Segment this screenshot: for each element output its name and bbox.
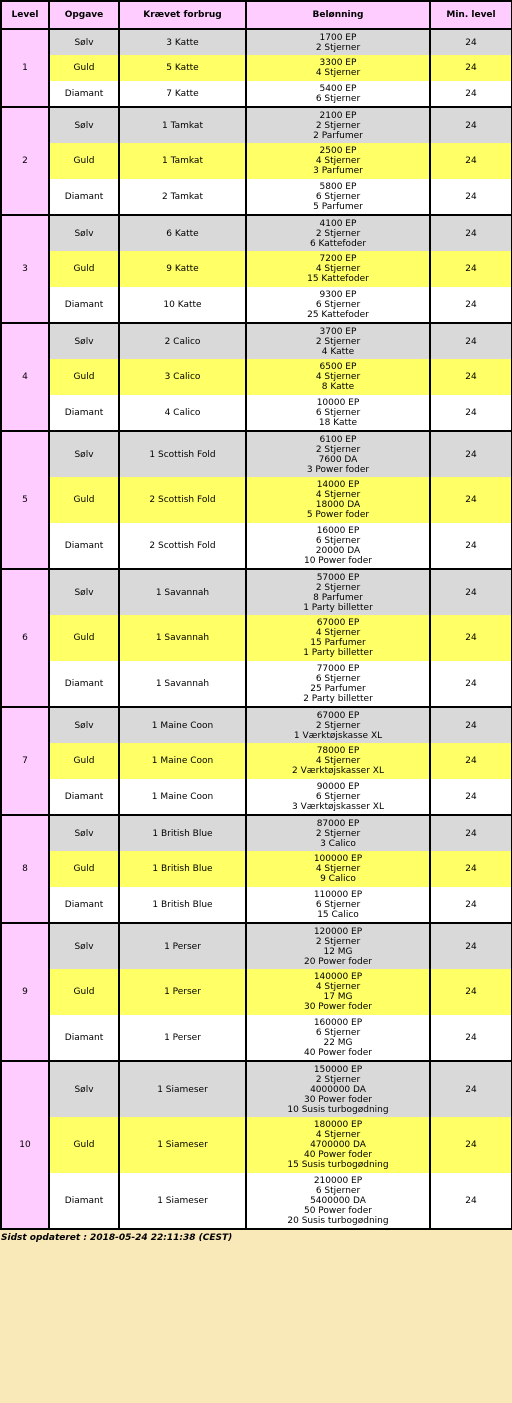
- reward-cell: [246, 523, 430, 569]
- reward-line: 2 Værktøjskasser XL: [292, 766, 384, 776]
- requirement-cell: 6 Katte: [119, 215, 246, 251]
- requirement-cell: 2 Scottish Fold: [119, 477, 246, 523]
- reward-cell: [246, 707, 430, 743]
- task-cell: Diamant: [49, 523, 119, 569]
- reward-line: 40 Power foder: [303, 1047, 372, 1058]
- table-row: [1, 569, 512, 615]
- min-level-cell: 24: [430, 251, 512, 287]
- requirement-cell: 1 British Blue: [119, 851, 246, 887]
- level-cell: 1: [1, 29, 49, 107]
- reward-cell: [246, 615, 430, 661]
- requirement-cell: 1 Siameser: [119, 1173, 246, 1229]
- min-level-cell: 24: [430, 179, 512, 215]
- reward-line: 25 Parfumer: [310, 683, 366, 694]
- reward-line: 5 Parfumer: [313, 201, 363, 212]
- task-cell: Diamant: [49, 661, 119, 707]
- reward-line: 67000 EP: [316, 710, 360, 721]
- requirement-cell: 1 Siameser: [119, 1061, 246, 1117]
- reward-line: 15 Kattefoder: [307, 274, 369, 284]
- reward-cell: [246, 887, 430, 923]
- min-level-cell: 24: [430, 1117, 512, 1173]
- requirement-cell: 1 Savannah: [119, 615, 246, 661]
- reward-line: 3 Værktøjskasser XL: [292, 801, 384, 812]
- reward-cell: [246, 215, 430, 251]
- reward-line: 4 Stjerner: [315, 756, 361, 766]
- min-level-cell: 24: [430, 743, 512, 779]
- reward-line: 4 Stjerner: [315, 372, 361, 382]
- reward-line: 5 Power foder: [306, 510, 370, 520]
- reward-line: 22 MG: [323, 1037, 353, 1048]
- reward-line: 15 Susis turbogødning: [287, 1160, 389, 1170]
- task-cell: Sølv: [49, 1061, 119, 1117]
- reward-line: 110000 EP: [313, 889, 363, 900]
- requirement-cell: 1 Scottish Fold: [119, 431, 246, 477]
- header-task: Opgave: [49, 1, 119, 29]
- table-row: [1, 143, 512, 179]
- reward-line: 20 Susis turbogødning: [287, 1215, 389, 1226]
- reward-line: 4100 EP: [319, 218, 357, 229]
- reward-line: 4 Stjerner: [315, 1130, 361, 1140]
- min-level-cell: 24: [430, 359, 512, 395]
- reward-line: 6 Stjerner: [315, 791, 361, 802]
- min-level-cell: 24: [430, 923, 512, 969]
- reward-line: 6 Stjerner: [315, 299, 361, 310]
- reward-line: 1700 EP: [319, 32, 357, 43]
- header-min-level: Min. level: [430, 1, 512, 29]
- reward-cell: [246, 1173, 430, 1229]
- reward-line: 6 Stjerner: [315, 191, 361, 202]
- min-level-cell: 24: [430, 107, 512, 143]
- reward-line: 18000 DA: [315, 500, 361, 510]
- reward-line: 40 Power foder: [303, 1150, 372, 1160]
- table-row: [1, 743, 512, 779]
- requirement-cell: 3 Calico: [119, 359, 246, 395]
- reward-line: 3300 EP: [319, 58, 357, 68]
- table-row: [1, 359, 512, 395]
- task-cell: Diamant: [49, 287, 119, 323]
- task-cell: Diamant: [49, 1173, 119, 1229]
- reward-line: 15 Calico: [317, 909, 359, 920]
- reward-line: 5400 EP: [319, 83, 357, 94]
- reward-line: 5800 EP: [319, 181, 357, 192]
- reward-line: 10 Susis turbogødning: [287, 1104, 389, 1115]
- reward-line: 1 Værktøjskasse XL: [293, 730, 383, 741]
- requirement-cell: 1 Tamkat: [119, 143, 246, 179]
- reward-line: 14000 EP: [316, 480, 360, 490]
- min-level-cell: 24: [430, 615, 512, 661]
- header-requirement: Krævet forbrug: [119, 1, 246, 29]
- task-cell: Guld: [49, 359, 119, 395]
- reward-cell: [246, 851, 430, 887]
- min-level-cell: 24: [430, 815, 512, 851]
- reward-line: 2 Stjerner: [315, 936, 361, 947]
- reward-line: 6 Stjerner: [315, 535, 361, 546]
- min-level-cell: 24: [430, 477, 512, 523]
- level-cell: 5: [1, 431, 49, 569]
- level-cell: 9: [1, 923, 49, 1061]
- table-row: [1, 29, 512, 55]
- task-cell: Diamant: [49, 395, 119, 431]
- requirement-cell: 2 Tamkat: [119, 179, 246, 215]
- min-level-cell: 24: [430, 81, 512, 107]
- requirement-cell: 2 Calico: [119, 323, 246, 359]
- reward-cell: [246, 779, 430, 815]
- min-level-cell: 24: [430, 1015, 512, 1061]
- table-row: [1, 1061, 512, 1117]
- reward-cell: [246, 477, 430, 523]
- reward-line: 6 Stjerner: [315, 1027, 361, 1038]
- table-row: [1, 215, 512, 251]
- reward-line: 2 Stjerner: [315, 720, 361, 731]
- table-row: [1, 779, 512, 815]
- reward-line: 6 Stjerner: [315, 899, 361, 910]
- reward-line: 18 Katte: [318, 417, 358, 428]
- reward-line: 6500 EP: [319, 362, 357, 372]
- reward-cell: [246, 359, 430, 395]
- task-cell: Diamant: [49, 779, 119, 815]
- reward-line: 3 Power foder: [306, 464, 370, 475]
- reward-line: 140000 EP: [313, 972, 363, 982]
- header-reward: Belønning: [246, 1, 430, 29]
- reward-line: 2 Party billetter: [303, 693, 373, 704]
- min-level-cell: 24: [430, 1061, 512, 1117]
- table-row: [1, 477, 512, 523]
- reward-line: 4 Stjerner: [315, 864, 361, 874]
- reward-line: 2 Stjerner: [315, 828, 361, 839]
- reward-line: 6 Kattefoder: [309, 238, 367, 249]
- reward-line: 4 Stjerner: [315, 156, 361, 166]
- requirement-cell: 1 Perser: [119, 923, 246, 969]
- min-level-cell: 24: [430, 661, 512, 707]
- table-row: [1, 251, 512, 287]
- reward-line: 20000 DA: [315, 545, 361, 556]
- reward-line: 6 Stjerner: [315, 407, 361, 418]
- reward-line: 2 Stjerner: [315, 228, 361, 239]
- table-row: [1, 969, 512, 1015]
- reward-line: 100000 EP: [313, 854, 363, 864]
- requirement-cell: 1 Maine Coon: [119, 707, 246, 743]
- reward-line: 3 Calico: [320, 838, 356, 849]
- min-level-cell: 24: [430, 969, 512, 1015]
- table-row: [1, 1015, 512, 1061]
- reward-cell: [246, 1015, 430, 1061]
- task-cell: Sølv: [49, 107, 119, 143]
- min-level-cell: 24: [430, 779, 512, 815]
- reward-line: 3700 EP: [319, 326, 357, 337]
- table-row: [1, 923, 512, 969]
- reward-cell: [246, 815, 430, 851]
- requirement-cell: 1 Perser: [119, 1015, 246, 1061]
- reward-line: 50 Power foder: [303, 1205, 372, 1216]
- table-row: [1, 523, 512, 569]
- reward-line: 8 Katte: [321, 382, 355, 392]
- min-level-cell: 24: [430, 851, 512, 887]
- reward-line: 1 Party billetter: [303, 648, 373, 658]
- reward-line: 2 Stjerner: [315, 42, 361, 53]
- requirement-cell: 1 Tamkat: [119, 107, 246, 143]
- reward-cell: [246, 143, 430, 179]
- task-cell: Sølv: [49, 323, 119, 359]
- table-row: [1, 395, 512, 431]
- requirement-cell: 5 Katte: [119, 55, 246, 81]
- level-cell: 2: [1, 107, 49, 215]
- reward-cell: [246, 969, 430, 1015]
- reward-line: 2500 EP: [319, 146, 357, 156]
- task-cell: Sølv: [49, 569, 119, 615]
- reward-line: 1 Party billetter: [303, 602, 373, 613]
- reward-cell: [246, 323, 430, 359]
- task-cell: Diamant: [49, 81, 119, 107]
- reward-line: 87000 EP: [316, 818, 360, 829]
- requirement-cell: 1 Savannah: [119, 661, 246, 707]
- table-row: [1, 323, 512, 359]
- task-cell: Guld: [49, 615, 119, 661]
- min-level-cell: 24: [430, 143, 512, 179]
- reward-cell: [246, 1061, 430, 1117]
- reward-line: 4 Stjerner: [315, 264, 361, 274]
- reward-line: 20 Power foder: [303, 956, 372, 967]
- reward-line: 57000 EP: [316, 572, 360, 583]
- reward-line: 4 Stjerner: [315, 490, 361, 500]
- table-row: [1, 851, 512, 887]
- requirement-cell: 4 Calico: [119, 395, 246, 431]
- level-cell: 8: [1, 815, 49, 923]
- reward-line: 30 Power foder: [303, 1094, 372, 1105]
- reward-line: 4000000 DA: [310, 1084, 366, 1095]
- reward-line: 9 Calico: [320, 874, 356, 884]
- task-cell: Sølv: [49, 815, 119, 851]
- reward-line: 4 Stjerner: [315, 628, 361, 638]
- min-level-cell: 24: [430, 29, 512, 55]
- reward-line: 8 Parfumer: [313, 592, 363, 603]
- reward-line: 30 Power foder: [303, 1002, 372, 1012]
- min-level-cell: 24: [430, 323, 512, 359]
- reward-line: 2 Parfumer: [313, 130, 363, 141]
- table-body: [1, 29, 512, 1229]
- min-level-cell: 24: [430, 707, 512, 743]
- reward-cell: [246, 743, 430, 779]
- level-cell: 3: [1, 215, 49, 323]
- reward-line: 2 Stjerner: [315, 1074, 361, 1085]
- header-level: Level: [1, 1, 49, 29]
- reward-line: 150000 EP: [313, 1064, 363, 1075]
- reward-cell: [246, 569, 430, 615]
- table-row: [1, 107, 512, 143]
- table-row: [1, 81, 512, 107]
- reward-line: 4700000 DA: [310, 1140, 366, 1150]
- reward-line: 2 Stjerner: [315, 336, 361, 347]
- requirement-cell: 1 Perser: [119, 969, 246, 1015]
- reward-line: 3 Parfumer: [313, 166, 363, 176]
- reward-line: 4 Stjerner: [315, 982, 361, 992]
- requirement-cell: 1 British Blue: [119, 815, 246, 851]
- task-cell: Guld: [49, 251, 119, 287]
- reward-cell: [246, 107, 430, 143]
- min-level-cell: 24: [430, 287, 512, 323]
- reward-line: 120000 EP: [313, 926, 363, 937]
- task-cell: Sølv: [49, 923, 119, 969]
- table-row: [1, 287, 512, 323]
- reward-cell: [246, 287, 430, 323]
- task-cell: Guld: [49, 743, 119, 779]
- level-cell: 10: [1, 1061, 49, 1229]
- reward-line: 2 Stjerner: [315, 582, 361, 593]
- reward-cell: [246, 431, 430, 477]
- min-level-cell: 24: [430, 1173, 512, 1229]
- requirement-cell: 7 Katte: [119, 81, 246, 107]
- task-cell: Sølv: [49, 431, 119, 477]
- table-row: [1, 615, 512, 661]
- reward-line: 17 MG: [323, 992, 353, 1002]
- reward-line: 6 Stjerner: [315, 1185, 361, 1196]
- reward-line: 2100 EP: [319, 110, 357, 121]
- reward-cell: [246, 395, 430, 431]
- requirement-cell: 1 Maine Coon: [119, 743, 246, 779]
- task-cell: Diamant: [49, 1015, 119, 1061]
- task-cell: Guld: [49, 851, 119, 887]
- requirement-cell: 1 British Blue: [119, 887, 246, 923]
- min-level-cell: 24: [430, 55, 512, 81]
- requirement-cell: 1 Siameser: [119, 1117, 246, 1173]
- reward-cell: [246, 29, 430, 55]
- table-row: [1, 707, 512, 743]
- reward-line: 10000 EP: [316, 397, 360, 408]
- reward-cell: [246, 251, 430, 287]
- reward-line: 2 Stjerner: [315, 120, 361, 131]
- reward-cell: [246, 81, 430, 107]
- reward-line: 7200 EP: [319, 254, 357, 264]
- reward-line: 180000 EP: [313, 1120, 363, 1130]
- reward-line: 4 Katte: [321, 346, 355, 357]
- table-row: [1, 887, 512, 923]
- reward-cell: [246, 55, 430, 81]
- reward-line: 2 Stjerner: [315, 444, 361, 455]
- reward-line: 12 MG: [323, 946, 353, 957]
- task-cell: Guld: [49, 55, 119, 81]
- requirement-cell: 9 Katte: [119, 251, 246, 287]
- table-row: [1, 55, 512, 81]
- table-row: [1, 815, 512, 851]
- requirement-cell: 10 Katte: [119, 287, 246, 323]
- table-header-row: [1, 1, 512, 29]
- level-cell: 6: [1, 569, 49, 707]
- min-level-cell: 24: [430, 431, 512, 477]
- task-cell: Diamant: [49, 179, 119, 215]
- task-cell: Sølv: [49, 215, 119, 251]
- reward-cell: [246, 179, 430, 215]
- reward-line: 4 Stjerner: [315, 68, 361, 78]
- reward-line: 6 Stjerner: [315, 673, 361, 684]
- requirement-cell: 2 Scottish Fold: [119, 523, 246, 569]
- reward-line: 67000 EP: [316, 618, 360, 628]
- reward-line: 90000 EP: [316, 781, 360, 792]
- reward-line: 16000 EP: [316, 525, 360, 536]
- task-cell: Guld: [49, 969, 119, 1015]
- table-row: [1, 431, 512, 477]
- task-cell: Sølv: [49, 707, 119, 743]
- last-updated-text: Sidst opdateret : 2018-05-24 22:11:38 (CEST): [1, 1233, 233, 1243]
- reward-line: 6100 EP: [319, 434, 357, 445]
- reward-line: 210000 EP: [313, 1175, 363, 1186]
- reward-line: 78000 EP: [316, 746, 360, 756]
- min-level-cell: 24: [430, 887, 512, 923]
- reward-cell: [246, 661, 430, 707]
- requirement-cell: 1 Savannah: [119, 569, 246, 615]
- task-cell: Guld: [49, 143, 119, 179]
- requirement-cell: 3 Katte: [119, 29, 246, 55]
- table-row: [1, 1117, 512, 1173]
- reward-line: 15 Parfumer: [310, 638, 366, 648]
- task-cell: Guld: [49, 1117, 119, 1173]
- table-row: [1, 661, 512, 707]
- reward-line: 77000 EP: [316, 663, 360, 674]
- task-cell: Guld: [49, 477, 119, 523]
- task-cell: Diamant: [49, 887, 119, 923]
- table-row: [1, 1173, 512, 1229]
- reward-line: 7600 DA: [318, 454, 358, 465]
- reward-line: 160000 EP: [313, 1017, 363, 1028]
- reward-line: 25 Kattefoder: [307, 309, 369, 320]
- reward-line: 9300 EP: [319, 289, 357, 300]
- min-level-cell: 24: [430, 523, 512, 569]
- requirement-cell: 1 Maine Coon: [119, 779, 246, 815]
- table-row: [1, 179, 512, 215]
- reward-line: 10 Power foder: [303, 555, 372, 566]
- min-level-cell: 24: [430, 395, 512, 431]
- reward-line: 5400000 DA: [310, 1195, 366, 1206]
- reward-cell: [246, 923, 430, 969]
- min-level-cell: 24: [430, 215, 512, 251]
- level-cell: 7: [1, 707, 49, 815]
- task-cell: Sølv: [49, 29, 119, 55]
- min-level-cell: 24: [430, 569, 512, 615]
- reward-cell: [246, 1117, 430, 1173]
- reward-line: 6 Stjerner: [315, 93, 361, 104]
- level-cell: 4: [1, 323, 49, 431]
